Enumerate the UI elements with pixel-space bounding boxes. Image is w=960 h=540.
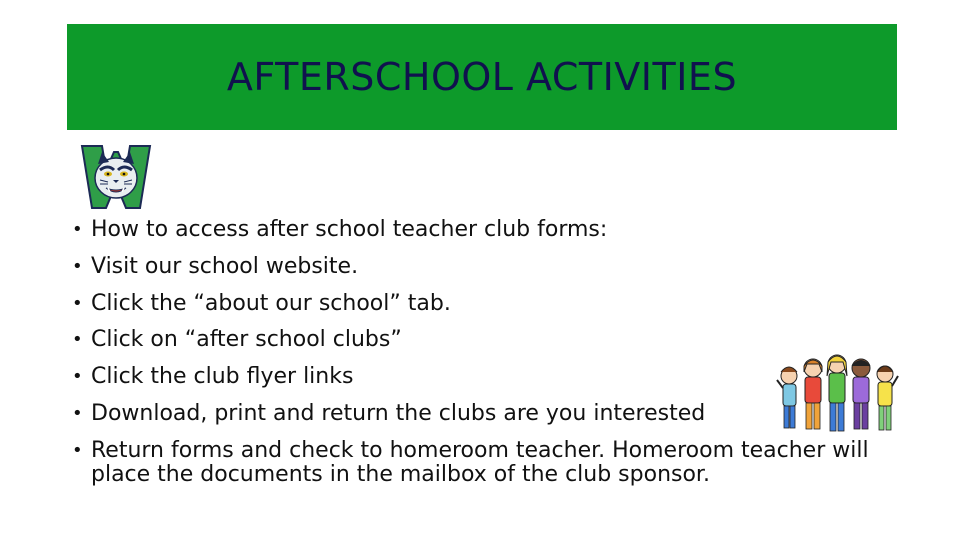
title-banner bbox=[67, 24, 897, 130]
bullet-item: • Download, print and return the clubs are you interested bbox=[72, 402, 892, 427]
children-group-icon bbox=[775, 350, 900, 446]
bullet-item: • Return forms and check to homeroom teacher. Homeroom teacher will place the documents in the mailbox of the club sponsor. bbox=[72, 439, 892, 488]
activity-instructions-list bbox=[72, 218, 892, 500]
wildcat-w-logo-icon bbox=[80, 140, 152, 212]
bullet-item: • Click on “after school clubs” bbox=[72, 328, 892, 353]
bullet-item: • How to access after school teacher club forms: bbox=[72, 218, 892, 243]
bullet-item: • Click the club flyer links bbox=[72, 365, 892, 390]
bullet-item: • Click the “about our school” tab. bbox=[72, 292, 892, 317]
page-title: AFTERSCHOOL ACTIVITIES bbox=[226, 55, 738, 99]
bullet-item: • Visit our school website. bbox=[72, 255, 892, 280]
